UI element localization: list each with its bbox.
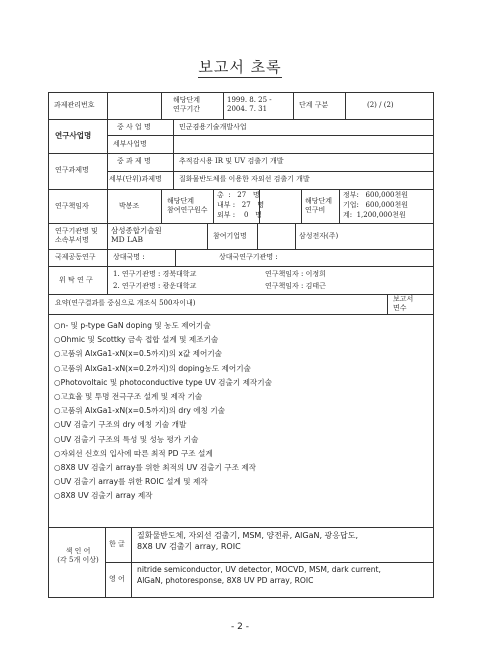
project-label: 연구과제명 bbox=[55, 166, 89, 174]
subcontract-2-org: 2. 연구기관명 : 광운대학교 bbox=[113, 282, 197, 290]
stage-value: (2) / (2) bbox=[367, 101, 394, 109]
abstract-item: ○고효율 및 투명 전극구조 설계 및 제작 기술 bbox=[54, 392, 203, 401]
org-label: 연구기관명 및 소속부서명 bbox=[55, 227, 98, 244]
org-value: 삼성종합기술원 MD LAB bbox=[111, 226, 162, 245]
abstract-item: ○8X8 UV 검출기 array를 위한 최적의 UV 검출기 구조 제작 bbox=[54, 463, 256, 472]
pi-label: 연구책임자 bbox=[55, 202, 89, 210]
program-label: 연구사업명 bbox=[55, 131, 92, 140]
intl-label: 국제공동연구 bbox=[55, 253, 96, 261]
abstract-item: ○Ohmic 및 Scottky 금속 접합 설계 및 제조기술 bbox=[54, 335, 219, 345]
phase-label: 해당단계 연구기간 bbox=[173, 96, 201, 113]
kw-ko-label: 한 글 bbox=[109, 540, 125, 548]
subcontract-1-org: 1. 연구기관명 : 경북대학교 bbox=[113, 270, 197, 278]
abstract-item: ○n- 및 p-type GaN doping 및 농도 제어기술 bbox=[54, 321, 211, 330]
abstract-item: ○Photovoltaic 및 photoconductive type UV 검출기 제작기술 bbox=[54, 377, 272, 387]
intl-org-value: 상대국연구기관명 : bbox=[219, 253, 278, 261]
abstract-item: ○자외선 신호의 입사에 따른 최적 PD 구조 설계 bbox=[54, 448, 213, 458]
project-sub-value: 질화물반도체를 이용한 자외선 검출기 개발 bbox=[179, 175, 310, 183]
project-id-label: 과제관리번호 bbox=[54, 101, 95, 109]
abstract-item: ○UV 검출기 구조의 특성 및 성능 평가 기술 bbox=[54, 434, 199, 444]
project-sub-label: 세부(단위)과제명 bbox=[109, 175, 162, 183]
budget-total: 계: 1,200,000천원 bbox=[343, 211, 406, 219]
program-main-label: 중 사 업 명 bbox=[117, 123, 151, 131]
subcontract-2-pi: 연구책임자 : 김태근 bbox=[265, 282, 326, 290]
stage-label: 단계 구분 bbox=[299, 101, 329, 109]
keywords-label: 색 인 어 (각 5개 이상) bbox=[57, 547, 99, 564]
budget-gov: 정부: 600,000천원 bbox=[343, 191, 409, 199]
abstract-item: ○UV 검출기 array를 위한 ROIC 설계 및 제작 bbox=[54, 477, 208, 487]
research-period: 1999. 8. 25 - 2004. 7. 31 bbox=[227, 96, 272, 113]
abstract-item: ○UV 검출기 구조의 dry 에칭 기술 개발 bbox=[54, 420, 187, 430]
kw-en-value: nitride semiconductor, UV detector, MOCVD, MSM, dark current, AlGaN, photoresponse, 8X8 UV PD array, ROIC bbox=[137, 565, 381, 585]
pages-label: 보고서 면수 bbox=[393, 295, 414, 312]
abstract-item: ○고품위 AlxGa1-xN(x=0.5까지)의 x값 제어기술 bbox=[54, 349, 222, 359]
budget-company: 기업: 600,000천원 bbox=[343, 201, 409, 209]
researchers-label: 해당단계 참여연구원수 bbox=[167, 197, 208, 214]
subcontract-1-pi: 연구책임자 : 이정희 bbox=[265, 270, 326, 278]
researchers-total: 총 : 27 명 bbox=[217, 191, 260, 199]
page-number: - 2 - bbox=[231, 622, 249, 632]
subcontract-label: 위 탁 연 구 bbox=[59, 276, 93, 284]
program-main-value: 민군겸용기술개발사업 bbox=[179, 123, 247, 131]
project-main-value: 추적감시용 IR 및 UV 검출기 개발 bbox=[179, 157, 284, 165]
partner-label: 참여기업명 bbox=[213, 232, 247, 240]
researchers-internal: 내부 : 27 명 bbox=[217, 201, 265, 209]
abstract-item: ○고품위 AlxGa1-xN(x=0.2까지)의 doping농도 제어기술 bbox=[54, 363, 251, 373]
abstract-item: ○8X8 UV 검출기 array 제작 bbox=[54, 491, 153, 501]
abstract-item: ○고품위 AlxGa1-xN(x=0.5까지)의 dry 에칭 기술 bbox=[54, 406, 226, 416]
intl-value: 상대국명 : bbox=[113, 253, 145, 261]
kw-en-label: 영 어 bbox=[109, 575, 125, 583]
pi-name: 박봉조 bbox=[119, 202, 140, 210]
program-sub-label: 세부사업명 bbox=[113, 140, 147, 148]
partner-value: 삼성전자(주) bbox=[299, 232, 339, 240]
researchers-external: 외부 : 0 명 bbox=[217, 211, 262, 219]
project-main-label: 중 과 제 명 bbox=[117, 157, 151, 165]
page-title: 보고서 초록 bbox=[198, 58, 282, 76]
budget-label: 해당단계 연구비 bbox=[305, 197, 333, 214]
summary-label: 요약(연구결과를 중심으로 개조식 500자이내) bbox=[55, 299, 196, 307]
kw-ko-value: 질화물반도체, 자외선 검출기, MSM, 양전류, AlGaN, 광응답도, 8X8 UV 검출기 array, ROIC bbox=[137, 531, 359, 552]
